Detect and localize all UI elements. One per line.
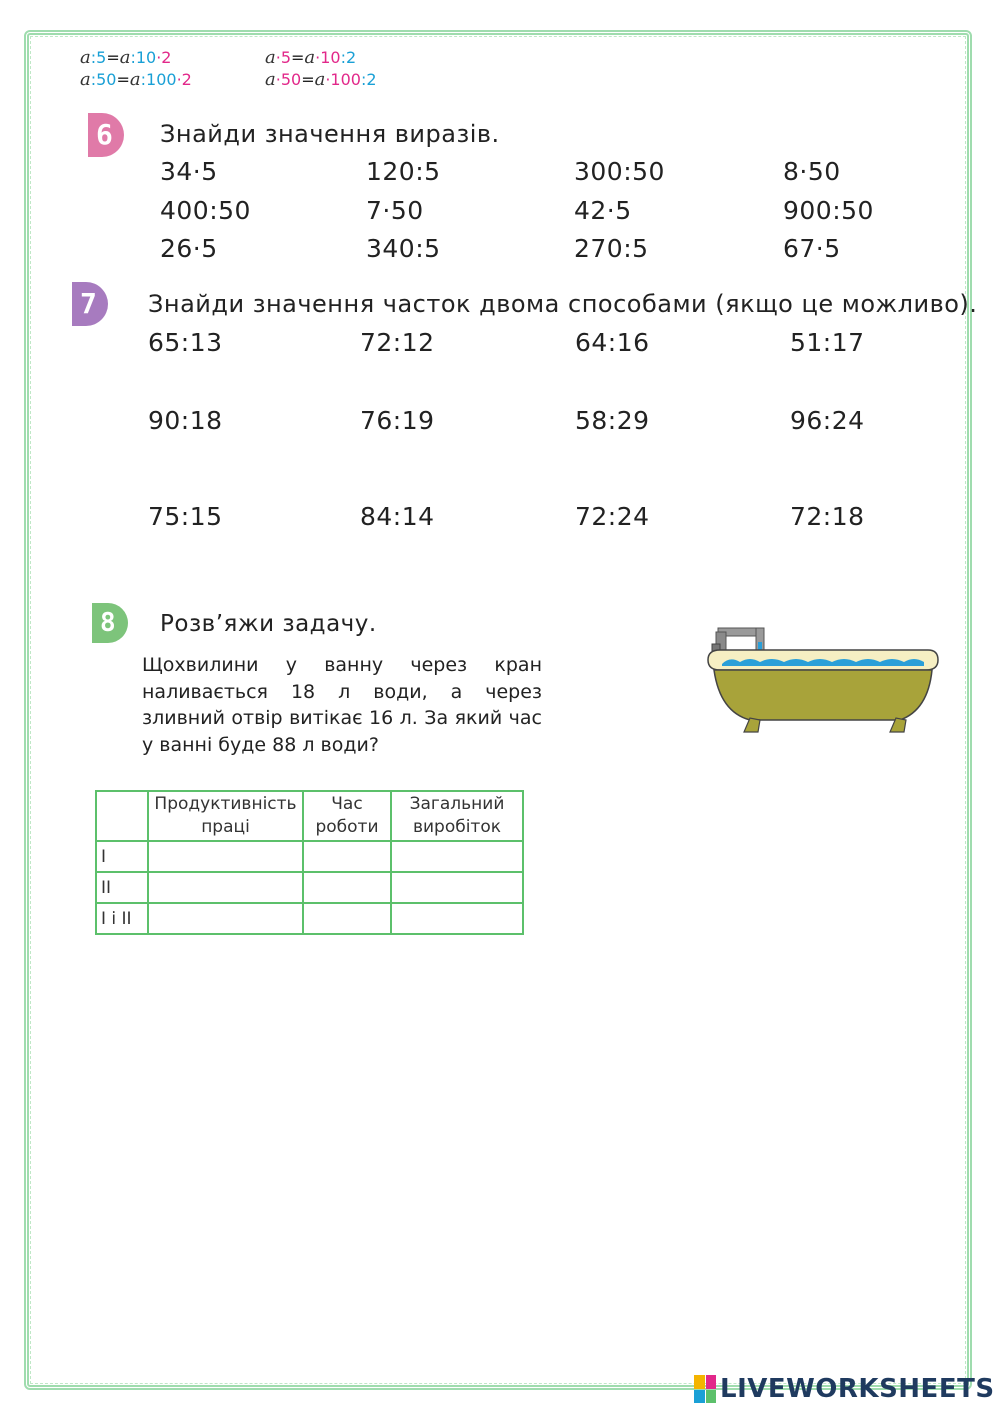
task7-expression: 75:15 [148, 502, 223, 531]
task7-expression: 76:19 [360, 406, 435, 435]
task6-expression: 400:50 [160, 196, 251, 225]
rule-mul-50: a·50=a·100:2 [265, 69, 377, 90]
task6-expression: 8·50 [783, 157, 841, 186]
task7-expression: 58:29 [575, 406, 650, 435]
task6-expression: 270:5 [574, 234, 649, 263]
task8-number-badge: 8 [92, 603, 128, 643]
table-cell-total[interactable] [391, 903, 523, 934]
task8-title: Розв’яжи задачу. [160, 611, 377, 637]
task6-expression: 340:5 [366, 234, 441, 263]
table-cell-productivity[interactable] [148, 872, 303, 903]
task6-number-badge: 6 [88, 113, 124, 157]
table-cell-total[interactable] [391, 872, 523, 903]
table-row-label: I [96, 841, 148, 872]
table-cell-productivity[interactable] [148, 903, 303, 934]
task7-title: Знайди значення часток двома способами (якщо це можливо). [148, 290, 978, 318]
task7-expression: 65:13 [148, 328, 223, 357]
task6-expression: 34·5 [160, 157, 218, 186]
task7-expression: 72:12 [360, 328, 435, 357]
liveworksheets-logo[interactable] [694, 1372, 995, 1406]
logo-text: LIVEWORKSHEETS [720, 1374, 995, 1404]
table-cell-time[interactable] [303, 872, 391, 903]
table-header-time: Час роботи [303, 791, 391, 841]
logo-icon [694, 1375, 716, 1403]
task6-expression: 300:50 [574, 157, 665, 186]
rule-div-50: a:50=a:100·2 [80, 69, 192, 90]
table-header-productivity: Продуктивність праці [148, 791, 303, 841]
table-header-empty [96, 791, 148, 841]
table-cell-total[interactable] [391, 841, 523, 872]
table-row-label: II [96, 872, 148, 903]
task7-expression: 51:17 [790, 328, 865, 357]
table-row [96, 903, 523, 934]
task6-expression: 67·5 [783, 234, 841, 263]
task6-expression: 42·5 [574, 196, 632, 225]
task7-expression: 72:24 [575, 502, 650, 531]
task7-number-badge: 7 [72, 282, 108, 326]
table-cell-time[interactable] [303, 903, 391, 934]
productivity-table [95, 790, 524, 935]
task7-expression: 96:24 [790, 406, 865, 435]
task7-expression: 64:16 [575, 328, 650, 357]
task7-expression: 84:14 [360, 502, 435, 531]
bathtub-illustration [700, 620, 945, 740]
rule-div-5: a:5=a:10·2 [80, 47, 172, 68]
table-cell-productivity[interactable] [148, 841, 303, 872]
table-row [96, 841, 523, 872]
task6-title: Знайди значення виразів. [160, 120, 500, 148]
task7-expression: 90:18 [148, 406, 223, 435]
task8-problem-text: Щохвилини у ванну через кран наливається 18 л води, а через зливний отвір витікає 16 л. За який час у ванні буде 88 л води? [142, 654, 542, 756]
task7-expression: 72:18 [790, 502, 865, 531]
table-row [96, 872, 523, 903]
rule-mul-5: a·5=a·10:2 [265, 47, 357, 68]
table-header-total: Загальний виробіток [391, 791, 523, 841]
task6-expression: 120:5 [366, 157, 441, 186]
task6-expression: 26·5 [160, 234, 218, 263]
task6-expression: 900:50 [783, 196, 874, 225]
table-cell-time[interactable] [303, 841, 391, 872]
table-row-label: I і II [96, 903, 148, 934]
task6-expression: 7·50 [366, 196, 424, 225]
